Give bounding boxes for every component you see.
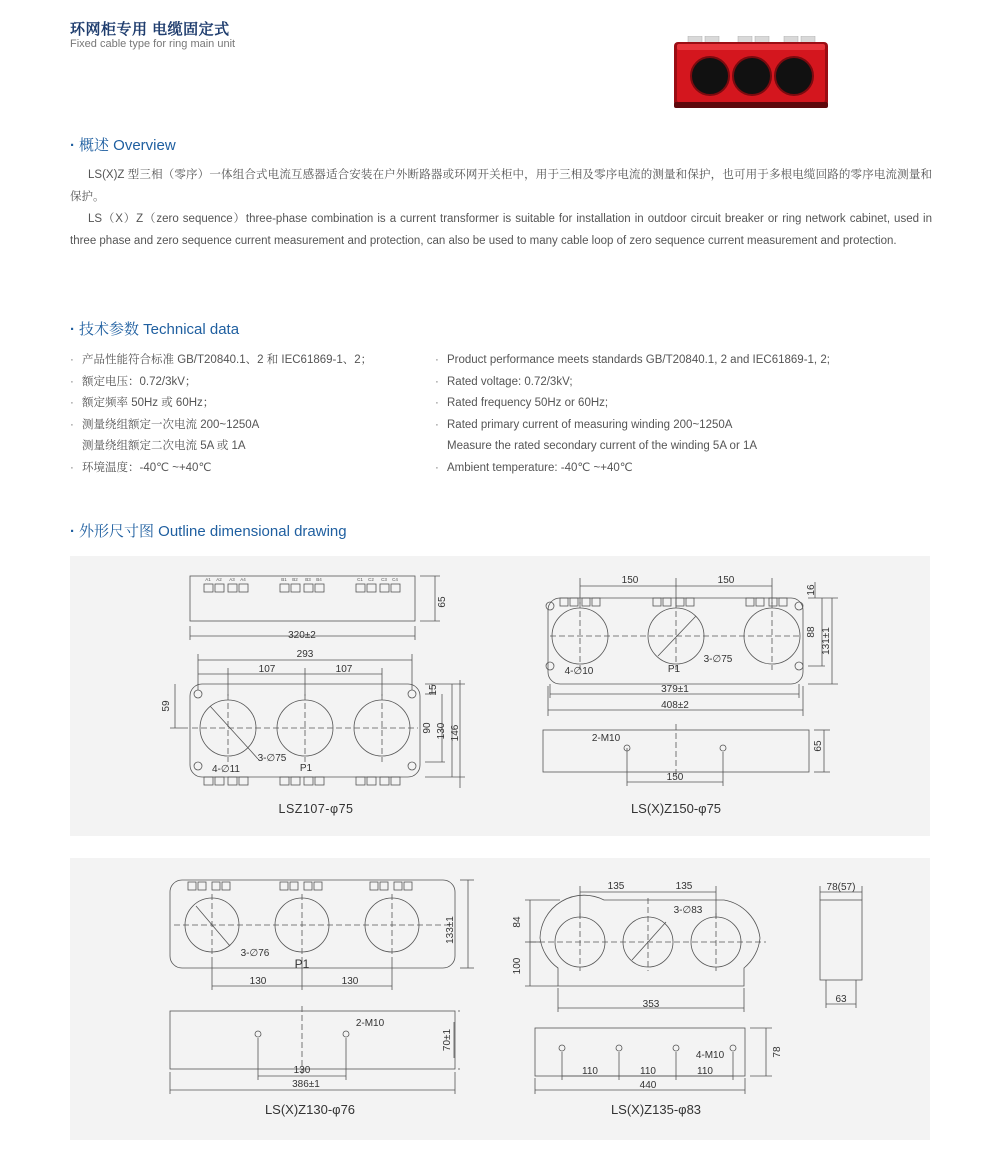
lsz130-drawing bbox=[170, 880, 474, 1094]
lsz135-dim-440: 440 bbox=[639, 1080, 657, 1091]
lsz130-holes: 3-∅76 bbox=[240, 948, 270, 959]
spec-en-item: Measure the rated secondary current of the winding 5A or 1A bbox=[447, 440, 758, 453]
lsz150-terminals bbox=[560, 598, 787, 606]
lsz135-dim-110c: 110 bbox=[697, 1066, 713, 1077]
lsz107-mount: 4-∅11 bbox=[212, 764, 240, 775]
product-photo bbox=[672, 36, 830, 110]
drawing-panel-2 bbox=[70, 858, 930, 1140]
drawing-panel-1-svg bbox=[70, 556, 930, 836]
spec-en-item: · Product performance meets standards GB/T20840.1, 2 and IEC61869-1, 2; bbox=[435, 354, 830, 366]
lsz135-dim-135a: 135 bbox=[607, 881, 625, 892]
spec-list-en bbox=[435, 350, 830, 480]
lsz130-p1: P1 bbox=[294, 957, 310, 971]
lsz107-terminal-label: A1 bbox=[205, 577, 211, 582]
lsz107-terminal-label: A2 bbox=[216, 577, 222, 582]
lsz130-terminals bbox=[188, 882, 412, 890]
lsz150-dim-150a: 150 bbox=[621, 575, 639, 586]
lsz150-caption: LS(X)Z150-φ75 bbox=[630, 801, 722, 816]
lsz107-dim-146: 146 bbox=[450, 724, 461, 742]
spec-en-item: · Ambient temperature: -40℃ ~+40℃ bbox=[435, 461, 633, 474]
lsz107-dim-107a: 107 bbox=[258, 664, 276, 675]
lsz150-dim-150c: 150 bbox=[666, 772, 684, 783]
lsz150-dim-65: 65 bbox=[813, 740, 824, 752]
lsz150-dim-408: 408±2 bbox=[661, 700, 689, 711]
drawing-panel-1 bbox=[70, 556, 930, 836]
lsz135-dim-78: 78 bbox=[772, 1046, 783, 1058]
spec-cn-item: 测量绕组额定二次电流 5A 或 1A bbox=[82, 440, 246, 453]
lsz107-terminals bbox=[204, 584, 400, 592]
lsz135-dim-353: 353 bbox=[642, 999, 660, 1010]
lsz150-screw: 2-M10 bbox=[591, 733, 621, 744]
lsz150-p1: P1 bbox=[667, 664, 681, 675]
lsz130-dim-70: 70±1 bbox=[442, 1028, 453, 1052]
lsz135-dim-110b: 110 bbox=[640, 1066, 656, 1077]
lsz135-screw: 4-M10 bbox=[695, 1050, 725, 1061]
lsz107-bottom-terminals bbox=[204, 777, 400, 785]
drawings-heading: · 外形尺寸图 Outline dimensional drawing bbox=[70, 523, 347, 540]
lsz107-dim-320: 320±2 bbox=[288, 630, 316, 641]
spec-list-cn bbox=[70, 350, 372, 480]
lsz107-dim-107b: 107 bbox=[335, 664, 353, 675]
lsz135-side-view bbox=[820, 900, 862, 980]
lsz135-holes: 3-∅83 bbox=[673, 905, 703, 916]
lsz130-dim-130c: 130 bbox=[293, 1065, 311, 1076]
lsz130-dim-386: 386±1 bbox=[292, 1079, 320, 1090]
lsz107-dim-130: 130 bbox=[436, 722, 447, 740]
lsz107-terminal-label: C3 bbox=[381, 577, 387, 582]
lsz135-drawing bbox=[525, 886, 862, 1094]
lsz107-holes: 3-∅75 bbox=[257, 753, 287, 764]
lsz107-terminal-label: C2 bbox=[368, 577, 374, 582]
lsz107-dim-293: 293 bbox=[296, 649, 314, 660]
lsz150-dim-379: 379±1 bbox=[661, 684, 689, 695]
lsz135-caption: LS(X)Z135-φ83 bbox=[610, 1102, 702, 1117]
lsz130-caption: LS(X)Z130-φ76 bbox=[264, 1102, 356, 1117]
page-subtitle: Fixed cable type for ring main unit bbox=[70, 38, 236, 50]
spec-cn-item: · 环境温度：-40℃ ~+40℃ bbox=[70, 461, 212, 474]
lsz130-dim-130a: 130 bbox=[249, 976, 267, 987]
lsz135-dim-100: 100 bbox=[512, 957, 523, 975]
lsz135-dim-135b: 135 bbox=[675, 881, 693, 892]
overview-heading: · 概述 Overview bbox=[70, 137, 176, 154]
spec-en-item: · Rated primary current of measuring winding 200~1250A bbox=[435, 418, 733, 431]
lsz107-terminal-label: A3 bbox=[229, 577, 235, 582]
spec-en-item: · Rated frequency 50Hz or 60Hz; bbox=[435, 397, 609, 410]
spec-en-item: · Rated voltage: 0.72/3kV; bbox=[435, 375, 573, 388]
lsz107-terminal-label: B4 bbox=[316, 577, 322, 582]
lsz150-dim-131: 131±1 bbox=[821, 627, 832, 655]
lsz107-terminal-label: B2 bbox=[292, 577, 298, 582]
lsz130-bottom-view bbox=[170, 1011, 455, 1069]
overview-text bbox=[70, 164, 932, 252]
lsz150-dim-16: 16 bbox=[806, 584, 817, 596]
page-title: 环网柜专用 电缆固定式 bbox=[70, 21, 230, 38]
lsz107-caption: LSZ107-φ75 bbox=[278, 802, 354, 816]
lsz107-terminal-label: C4 bbox=[392, 577, 398, 582]
lsz107-drawing bbox=[170, 576, 465, 788]
overview-paragraph-cn: LS(X)Z 型三相（零序）一体组合式电流互感器适合安装在户外断路器或环网开关柜中，用于三相及零序电流的测量和保护，也可用于多根电缆回路的零序电流测量和保护。 bbox=[70, 169, 932, 203]
lsz107-terminal-label: A4 bbox=[240, 577, 246, 582]
lsz107-p1: P1 bbox=[299, 763, 313, 774]
lsz150-mount: 4-∅10 bbox=[564, 666, 594, 677]
lsz150-dim-150b: 150 bbox=[717, 575, 735, 586]
lsz107-terminal-label: B3 bbox=[305, 577, 311, 582]
lsz135-dim-63: 63 bbox=[835, 994, 847, 1005]
lsz150-drawing bbox=[543, 578, 838, 786]
lsz135-dim-110a: 110 bbox=[582, 1066, 598, 1077]
lsz107-top-view bbox=[190, 576, 415, 621]
lsz150-dim-88: 88 bbox=[806, 626, 817, 638]
lsz107-terminal-label: C1 bbox=[357, 577, 363, 582]
lsz150-holes: 3-∅75 bbox=[703, 654, 733, 665]
lsz130-front-view bbox=[170, 880, 455, 968]
drawing-panel-2-svg bbox=[70, 858, 930, 1140]
lsz107-dim-59: 59 bbox=[161, 700, 172, 712]
spec-cn-item: · 测量绕组额定一次电流 200~1250A bbox=[70, 418, 260, 431]
spec-cn-item: · 产品性能符合标准 GB/T20840.1、2 和 IEC61869-1、2； bbox=[70, 354, 373, 366]
lsz107-dim-65: 65 bbox=[437, 596, 448, 608]
lsz135-dim-78-57: 78(57) bbox=[826, 882, 856, 893]
lsz130-dim-133: 133±1 bbox=[445, 916, 456, 944]
lsz130-screw: 2-M10 bbox=[355, 1018, 385, 1029]
lsz135-dim-84: 84 bbox=[512, 916, 523, 928]
lsz107-terminal-label: B1 bbox=[281, 577, 287, 582]
spec-cn-item: · 额定频率 50Hz 或 60Hz； bbox=[70, 397, 215, 410]
lsz107-dim-15: 15 bbox=[428, 684, 439, 696]
spec-cn-item: · 额定电压：0.72/3kV； bbox=[70, 375, 197, 388]
lsz130-dim-130b: 130 bbox=[341, 976, 359, 987]
lsz135-front-view bbox=[540, 895, 760, 986]
lsz107-dim-90: 90 bbox=[422, 722, 433, 734]
overview-paragraph-en: LS（X）Z（zero sequence）three-phase combination is a current transformer is suitable for installation in outdoor circuit breaker or ring network cabinet, used in three phase and zero sequence current measurement and protection, can also be used to many cable loop of zero sequence current measurement and protection. bbox=[70, 213, 932, 247]
technical-heading: · 技术参数 Technical data bbox=[70, 321, 240, 338]
